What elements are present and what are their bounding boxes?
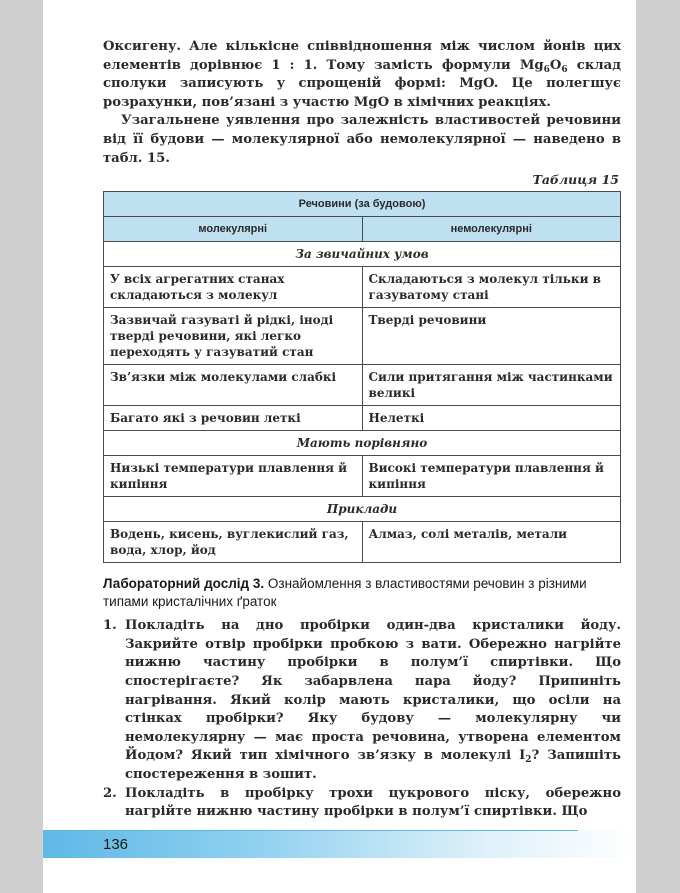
table-cell: Сили притягання між частинками великі <box>362 365 621 406</box>
table-column-header-row <box>104 217 621 242</box>
intro-paragraph-2: Узагальнене уявлення про залежність властивостей речовини від її будови — молекулярної або немолекулярної — наведено в табл. 15. <box>103 113 621 166</box>
table-cell: У всіх агрегатних станах складаються з молекул <box>104 267 363 308</box>
section-row <box>104 431 621 456</box>
footer-bar <box>43 830 636 858</box>
table-header-row <box>104 192 621 217</box>
subscript: 6 <box>561 64 568 75</box>
intro-paragraph-1 <box>103 38 621 112</box>
textbook-page <box>43 0 636 893</box>
page-content <box>103 38 621 822</box>
table-row <box>104 406 621 431</box>
table-cell: Алмаз, солі металів, метали <box>362 522 621 563</box>
subscript: 2 <box>525 755 532 766</box>
lab-experiment-title <box>103 575 621 611</box>
list-item <box>103 617 621 784</box>
intro-text-c: склад сполуки записують у спрощеній формі: MgO. Це полегшує розрахунки, пов’язані з участю MgO в хімічних реакціях. <box>103 57 621 110</box>
section-comparatively: Мають порівняно <box>104 431 621 456</box>
table-cell: Зв’язки між молекулами слабкі <box>104 365 363 406</box>
step-number: 2. <box>103 785 117 801</box>
table-cell: Високі температури плавлення й кипіння <box>362 456 621 497</box>
table-header: Речовини (за будовою) <box>104 192 621 217</box>
column-header-molecular: молекулярні <box>104 217 363 242</box>
page-number: 136 <box>103 836 129 853</box>
section-examples: Приклади <box>104 497 621 522</box>
section-row <box>104 242 621 267</box>
table-row <box>104 456 621 497</box>
lab-title-rest: Ознайомлення з властивостями речовин з різними типами кристалічних ґраток <box>103 576 587 610</box>
section-normal-conditions: За звичайних умов <box>104 242 621 267</box>
intro-text-b: O <box>549 57 562 73</box>
step-text: Покладіть в пробірку трохи цукрового піску, обережно нагрійте нижню частину пробірки в полум’ї спиртівки. Що <box>125 785 621 820</box>
table-cell: Тверді речовини <box>362 308 621 365</box>
table-15 <box>103 191 621 563</box>
left-frame <box>0 0 43 893</box>
table-cell: Низькі температури плавлення й кипіння <box>104 456 363 497</box>
table-row <box>104 522 621 563</box>
table-cell: Зазвичай газуваті й рідкі, іноді тверді речовини, які легко переходять у газуватий стан <box>104 308 363 365</box>
lab-steps <box>103 617 621 822</box>
step-text: Покладіть на дно пробірки один-два кристалики йоду. Закрийте отвір пробірки пробкою з вати. Обережно нагрійте нижню частину пробірки в полум’ї спиртівки. Що спостерігаєте? Як забарвлена пара йоду? Припиніть нагрівання. Який колір мають кристалики, що осіли на стінках пробірки? Яку будову — молекулярну чи немолекулярну — має проста речовина, утворена елементом Йодом? Який тип хімічного зв’язку в молекулі I <box>125 618 621 764</box>
table-row <box>104 365 621 406</box>
table-cell: Багато які з речовин леткі <box>104 406 363 431</box>
step-number: 1. <box>103 618 117 634</box>
table-row <box>104 308 621 365</box>
table-caption: Таблиця 15 <box>532 172 619 188</box>
table-cell: Нелеткі <box>362 406 621 431</box>
right-frame <box>636 0 680 893</box>
table-cell: Складаються з молекул тільки в газуватому стані <box>362 267 621 308</box>
subscript: 6 <box>543 64 550 75</box>
lab-title-bold: Лабораторний дослід 3. <box>103 576 265 592</box>
column-header-nonmolecular: немолекулярні <box>362 217 621 242</box>
step-text-end: ? Запишіть спостереження в зошит. <box>125 748 621 782</box>
intro-text-a: Оксигену. Але кількісне співвідношення між числом йонів цих елементів дорівнює 1 : 1. Тому замість формули Mg <box>103 39 621 73</box>
section-row <box>104 497 621 522</box>
table-row <box>104 267 621 308</box>
table-cell: Водень, кисень, вуглекислий газ, вода, хлор, йод <box>104 522 363 563</box>
list-item <box>103 785 621 822</box>
footer-rule <box>43 830 578 831</box>
